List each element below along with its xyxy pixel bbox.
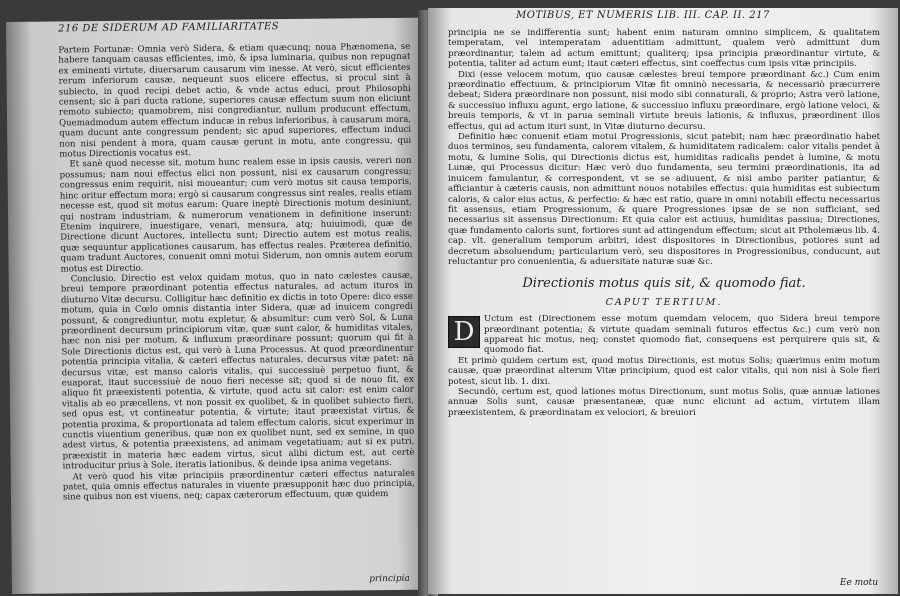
left-running-head: 216 DE SIDERUM AD FAMILIARITATES — [58, 21, 280, 35]
right-paragraph-5: Et primò quidem certum est, quod motus Directionis, est motus Solis; quærimus enim motum causæ, quæ præordinat alterum Vitæ principium, quod est calor vitalis, qui non nisi à Sole fieri potest, sicut lib. 1. dixi. — [448, 355, 880, 387]
right-paragraph-1: principia ne se indifferentia sunt; habent enim naturam omnino simplicem, & qualitatem temperatam, vel intemperatam aduentitiam admittunt, qualem verò admittunt dum præordinantur, talem ad actum emittunt; qualiterq; ipsa principia præordinantur virtute, & potentia, taliter ad actum eunt; itaut cæteri effectus, sint coeffectus cum ipsis vitæ principiis. — [448, 28, 880, 70]
left-paragraph-3: Conclusio. Directio est velox quidam motus, quo in nato cælestes causæ, breui tempore præordinant potentia effectus naturales, ad actum ituros in diuturno Vitæ decursu. Colligitur hæc definitio ex dictis in toto Opere: dico esse motum, quia in Cœlo omnis distantia inter Sidera, quæ ad inuicem congredi possunt, & congrediuntur, motu expletur, & absumitur: cum verò Sol, & Luna præordinent decursum principiorum vitæ, quæ sunt calor, & humiditas vitales, hæc non nisi per motum, & influxum præordinare possunt; quorum qui fit à Sole Directionis dictus est, qui verò à Luna Processus. At quod præordinentur potentia principia vitalia, & cæteri effectus naturales, decursus vitæ patet: nā decursus vitæ, est manso caloris vitalis, qui successiuè perpetuo fiunt, & euaporat, itaut successiuè de nouo fieri necesse sit; quod si de nouo fit, ex aliquo fit præexistenti potentia, & virtute, quod actu sit calor: est enim calor vitalis ab eo præcellens, vt non possit ex quolibet, & in quolibet subiecto fieri, sed opus est, vt contineatur potentia, & virtute; itaut præexistat virtus, & potentia proxima, & proportionata ad talem effectum caloris, sicut experimur in cunctis viuentium generibus, quæ non ex quolibet nunt, sed ex semine, in quo adest virtus, & potentia præexistens, ad animam vegetatiuam; aut si ex putri, præexistit in materia hæc eadem virtus, sicut alibi dictum est, aut certè introducitur prius à Sole, iteratis lationibus, & deinde ipsa anima vegetans. — [60, 270, 415, 472]
left-paragraph-1: Partem Fortunæ: Omnia verò Sidera, & etiam quæcunq; noua Phænomena, se habere tanquam causas efficientes, imò, & ipsa luminaria, quibus non repugnat ex eminenti virtute, diuersarum causarum vim inesse. At verò, sicut efficientes rerum inferiorum causæ, nequeunt suos elicere effectus, si procul sint à subiecto, in quod recipi debet actio, & vnde actus educi, prout Philosophi censent; sic à pari ducta ratione, superiores causæ effectum suum non eliciunt remoto subiecto; quamobrem, nisi congrediantur, nullum producunt effectum, Quemadmodum autem effectum inducæ in rebus inferioribus, à causarum mora, quam ducunt ante congressum pendent; sic apud superiores, effectum induci non nisi pendent à mora, quam causæ gerunt in motu, ante congressu, qui motus Directionis vocatus est. — [58, 41, 412, 160]
decorated-initial: D — [448, 316, 480, 348]
right-paragraph-3: Definitio hæc conuenit etiam motui Progressionis, sicut patebit; nam hæc præordinatio habet duos terminos, seu fundamenta, calorem vitalem, & humiditatem radicalem: calor vitalis pendet à motu, & lumine Solis, qui Directionis dictus est, humiditas radicalis pendet à lumine, & motu Lunæ, qui Processus dicitur: Hæc verò duo fundamenta, seu termini præordinationis, ita ad inuicem famulantur, & correspondent, vt se se adiuuent, & nisi ambo pariter patiantur, & afficiantur à cæteris causis, non admittunt nouos notabiles effectus: quia humiditas est subiectum caloris, & calor eius actus, & perfectio: & hæc est ratio, quare in omni notabili effectu necessarius fit assensus, etiam Progressionum, & quare Progressiones ipsæ de se non sufficiant, sed necessarius sit assensus Directionum: Et quia calor est actiuus, humiditas passiua; Directiones, quæ fundamento caloris sunt, fortiores sunt ad attingendum effectum; sicut ait Ptholemæus lib. 4. cap. vlt. generalium temporum arbitri, idest dispositores in Directionibus, potiores sunt ad decretum absoluendum; particularium verò, seu dispositores in Progressionibus, conducunt, aut reluctantur pro conuenientia, & aduersitate naturæ suæ &c. — [448, 132, 880, 267]
right-paragraph-4: Uctum est (Directionem esse motum quemdam velocem, quo Sidera breui tempore præordinant potentia; & virtute quadam seminali futuros effectus &c.) cum verò non appareat hic motus, neq; constet quomodo fiat, consequens est perquirere quis sit, & quomodo fiat. — [484, 314, 880, 356]
right-page — [428, 8, 898, 594]
left-page — [6, 18, 432, 594]
left-paragraph-2: Et sanè quod necesse sit, motum hunc realem esse in ipsis causis, vereri non possumus; nam noui effectus elici non possunt, nisi ex causarum congressu; congressus enim requirit, nisi moueantur; cum verò motus sit causa temporis, hinc oritur effectum mora; ergò si causarum congressus sint reales, realis etiam necesse est, quod sit motus earum: Quare ineptè Directionis motum desiniunt, qui nostram industriam, & numerorum venationem in definitione inserunt: Etenim inquirere, inuestigare, venari, mensura, atq; huiuimodi, quæ de Directione dicunt Auctores, intellectu sunt; Directio autem est motus realis, quæ sequuntur applicationes causarum, has effectus reales. Præterea definitio, quam tradunt Auctores, conuenit omni motui Siderum, non omnis autem eorum motus est Directio. — [59, 156, 413, 274]
left-catchword: principia — [369, 573, 410, 585]
chapter-heading: CAPUT TERTIUM. — [605, 296, 723, 308]
left-body-text — [58, 42, 415, 504]
right-body-text — [448, 28, 880, 418]
right-catchword: Ee motu — [839, 578, 878, 588]
left-paragraph-4: At verò quod his vitæ principiis præordinentur cæteri effectus naturales patet, quia omnis effectus naturales in viuente præsupponit hæc duo principia, sine quibus non est viuens, neq; capax cæterorum effectuum, quæ quidem — [62, 468, 415, 503]
right-paragraph-2: Dixi (esse velocem motum, quo causæ cælestes breui tempore præordinant &c.) Cum enim præordinatio effectuum, & principiorum Vitæ fit omninò necessaria, & necessariò præcurrere debeat; Sidera præordinare non possunt, nisi modo sibi connaturali, & proprio; Astra verò latione, & successiuo influxu agunt, ergo latione, & successiuo influxu præordinare, ergò latione veloci, & breuis temporis, & vt in parua seminali virtute breuis lationis, & influxus, præordinent illos effectus, qui ad actum ituri sunt, in Vitæ diuturno decursu. — [448, 69, 880, 132]
right-paragraph-6: Secundò, certum est, quod lationes motus Directionum, sunt motus Solis, quæ annuæ lationes annuæ Solis sunt, causæ præsentaneæ, quæ nunc eliciunt ad actum, virtutem illam præexistentem, & præordinatam ex velociori, & breuiori — [448, 387, 880, 418]
right-running-head: MOTIBUS, ET NUMERIS LIB. III. CAP. II. 217 — [516, 10, 770, 21]
section-title: Directionis motus quis sit, & quomodo fiat. — [522, 276, 806, 292]
